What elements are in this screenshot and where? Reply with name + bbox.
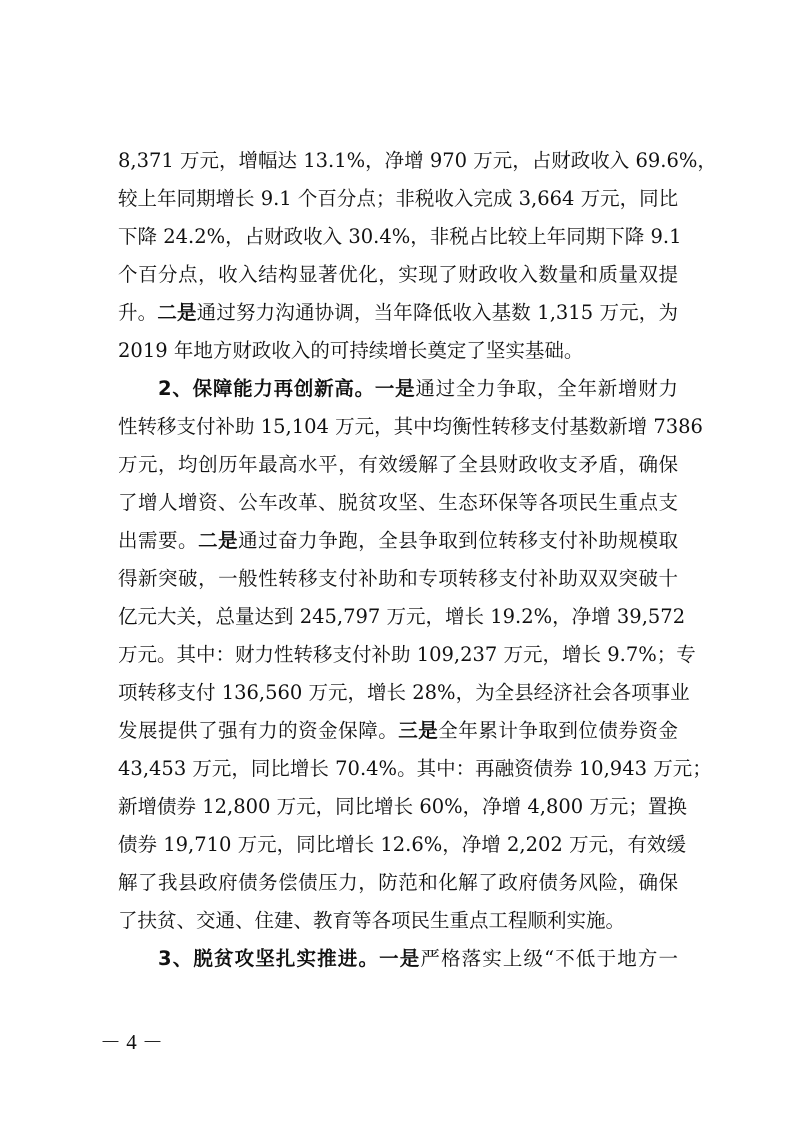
text-run: 新增债券 12,800 万元，同比增长 60%，净增 4,800 万元；置换: [118, 795, 687, 818]
text-run: 43,453 万元，同比增长 70.4%。其中：再融资债券 10,943 万元；: [118, 757, 712, 780]
text-line: [118, 793, 687, 821]
text-line: [118, 299, 678, 327]
text-line: [118, 223, 682, 251]
text-line: [118, 451, 678, 479]
text-line: [118, 413, 703, 441]
text-line: [118, 603, 686, 631]
text-line: [118, 147, 717, 175]
text-run: 性转移支付补助 15,104 万元，其中均衡性转移支付基数新增 7386: [118, 415, 703, 438]
text-run: 通过全力争取，全年新增财力: [415, 377, 678, 400]
text-line: [118, 185, 678, 213]
text-line: [118, 565, 678, 593]
text-line: [118, 755, 712, 783]
section-heading: 2、保障能力再创新高。一是: [158, 377, 416, 400]
text-line: [118, 527, 678, 555]
text-run: 亿元大关，总量达到 245,797 万元，增长 19.2%，净增 39,572: [118, 605, 686, 628]
text-line: [118, 337, 678, 365]
text-run: 了增人增资、公车改革、脱贫攻坚、生态环保等各项民生重点支: [118, 491, 678, 514]
text-run: 8,371 万元，增幅达 13.1%，净增 970 万元，占财政收入 69.6%，: [118, 149, 717, 172]
text-run: 个百分点，收入结构显著优化，实现了财政收入数量和质量双提: [118, 263, 678, 286]
bold-lead: 二是: [198, 529, 239, 552]
section-heading-line: [158, 375, 678, 403]
section-heading: 3、脱贫攻坚扎实推进。一是: [158, 947, 421, 970]
text-run: 升。: [118, 301, 158, 324]
text-line: [118, 679, 690, 707]
text-run: 严格落实上级“不低于地方一: [420, 947, 678, 970]
text-run: 万元。其中：财力性转移支付补助 109,237 万元，增长 9.7%；专: [118, 643, 696, 666]
text-run: 发展提供了强有力的资金保障。: [118, 719, 399, 742]
text-run: 债券 19,710 万元，同比增长 12.6%，净增 2,202 万元，有效缓: [118, 833, 686, 856]
text-run: 得新突破，一般性转移支付补助和专项转移支付补助双双突破十: [118, 567, 678, 590]
text-run: 了扶贫、交通、住建、教育等各项民生重点工程顺利实施。: [118, 909, 626, 932]
text-run: 通过奋力争跑，全县争取到位转移支付补助规模取: [238, 529, 678, 552]
text-line: [118, 831, 686, 859]
text-run: 下降 24.2%，占财政收入 30.4%，非税占比较上年同期下降 9.1: [118, 225, 682, 248]
text-line: [118, 641, 696, 669]
page-number: － 4 －: [100, 1030, 163, 1054]
text-run: 全年累计争取到位债券资金: [438, 719, 678, 742]
text-run: 出需要。: [118, 529, 199, 552]
text-run: 解了我县政府债务偿债压力，防范和化解了政府债务风险，确保: [118, 871, 678, 894]
text-line: [118, 489, 678, 517]
bold-lead: 二是: [157, 301, 197, 324]
text-run: 项转移支付 136,560 万元，增长 28%，为全县经济社会各项事业: [118, 681, 690, 704]
text-line: [118, 261, 678, 289]
text-run: 通过努力沟通协调，当年降低收入基数 1,315 万元，为: [196, 301, 678, 324]
section-heading-line: [158, 945, 678, 973]
text-line: [118, 717, 678, 745]
text-line: [118, 907, 678, 935]
text-run: 万元，均创历年最高水平，有效缓解了全县财政收支矛盾，确保: [118, 453, 678, 476]
text-run: 2019 年地方财政收入的可持续增长奠定了坚实基础。: [118, 339, 584, 362]
text-line: [118, 869, 678, 897]
bold-lead: 三是: [398, 719, 439, 742]
text-run: 较上年同期增长 9.1 个百分点；非税收入完成 3,664 万元，同比: [118, 187, 679, 210]
